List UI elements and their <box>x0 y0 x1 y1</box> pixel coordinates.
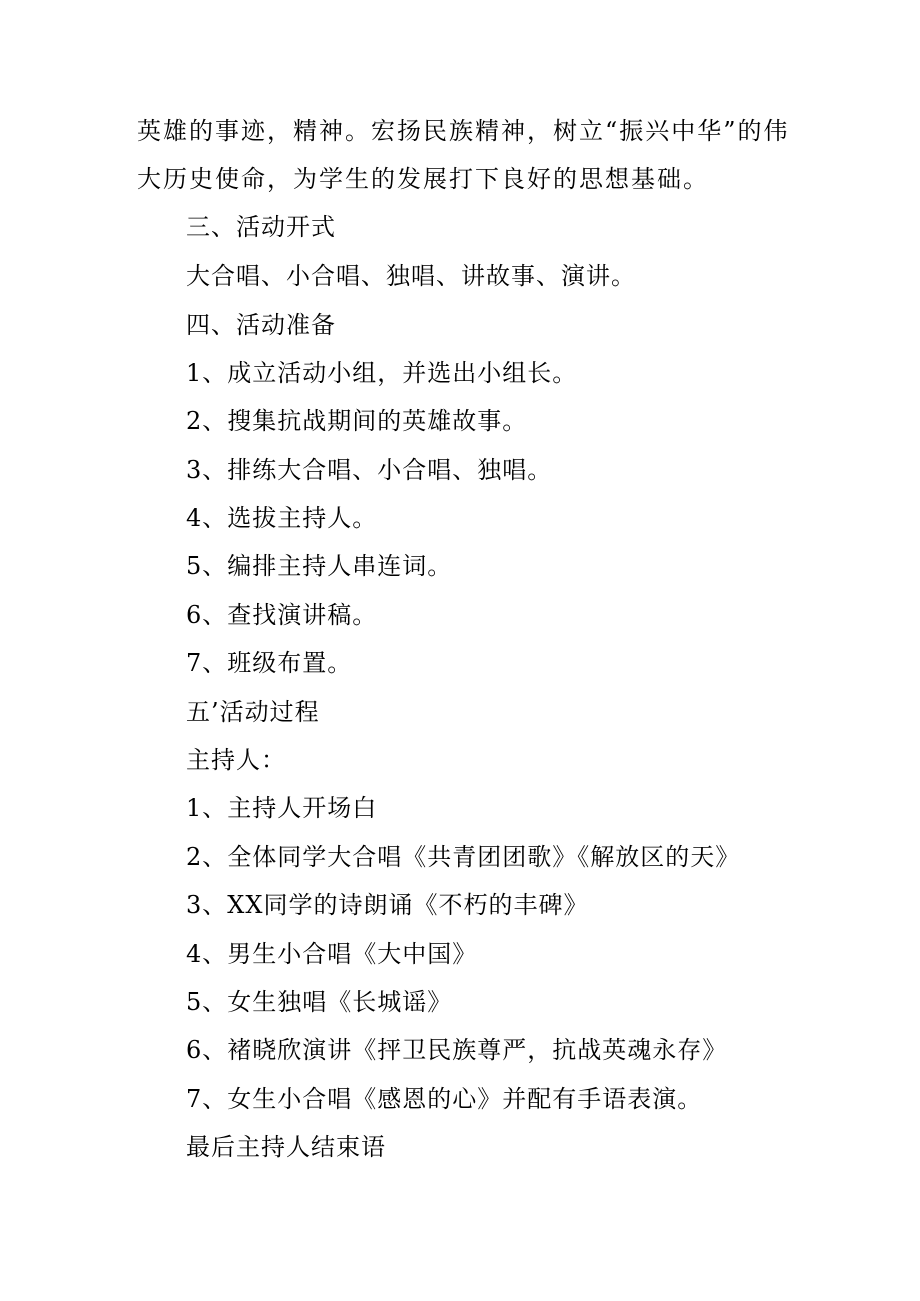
prep-item-2: 2、搜集抗战期间的英雄故事。 <box>186 407 528 435</box>
paragraph-continuation-line-2: 大历史使命，为学生的发展打下良好的思想基础。 <box>137 165 709 193</box>
process-item-3: 3、XX同学的诗朗诵《不朽的丰碑》 <box>186 891 589 919</box>
process-item-6: 6、褚晓欣演讲《抨卫民族尊严，抗战英魂永存》 <box>186 1036 728 1064</box>
process-item-4: 4、男生小合唱《大中国》 <box>186 940 478 968</box>
closing-line: 最后主持人结束语 <box>186 1133 386 1161</box>
process-item-2: 2、全体同学大合唱《共青团团歌》《解放区的天》 <box>186 843 741 871</box>
section-heading-process: 五’活动过程 <box>186 698 320 726</box>
prep-item-6: 6、查找演讲稿。 <box>186 601 378 629</box>
prep-item-1: 1、成立活动小组，并选出小组长。 <box>186 359 578 387</box>
host-label: 主持人： <box>186 746 286 774</box>
prep-item-3: 3、排练大合唱、小合唱、独唱。 <box>186 456 553 484</box>
paragraph-continuation-line-1: 英雄的事迹，精神。宏扬民族精神，树立“振兴中华”的伟 <box>137 117 790 145</box>
prep-item-4: 4、选拔主持人。 <box>186 504 378 532</box>
prep-item-5: 5、编排主持人串连词。 <box>186 552 453 580</box>
prep-item-7: 7、班级布置。 <box>186 649 353 677</box>
process-item-7: 7、女生小合唱《感恩的心》并配有手语表演。 <box>186 1085 703 1113</box>
section-heading-activity-form: 三、活动开式 <box>186 213 336 241</box>
process-item-1: 1、主持人开场白 <box>186 794 378 822</box>
section-heading-preparation: 四、活动准备 <box>186 311 336 339</box>
activity-form-text: 大合唱、小合唱、独唱、讲故事、演讲。 <box>186 262 636 290</box>
process-item-5: 5、女生独唱《长城谣》 <box>186 988 453 1016</box>
